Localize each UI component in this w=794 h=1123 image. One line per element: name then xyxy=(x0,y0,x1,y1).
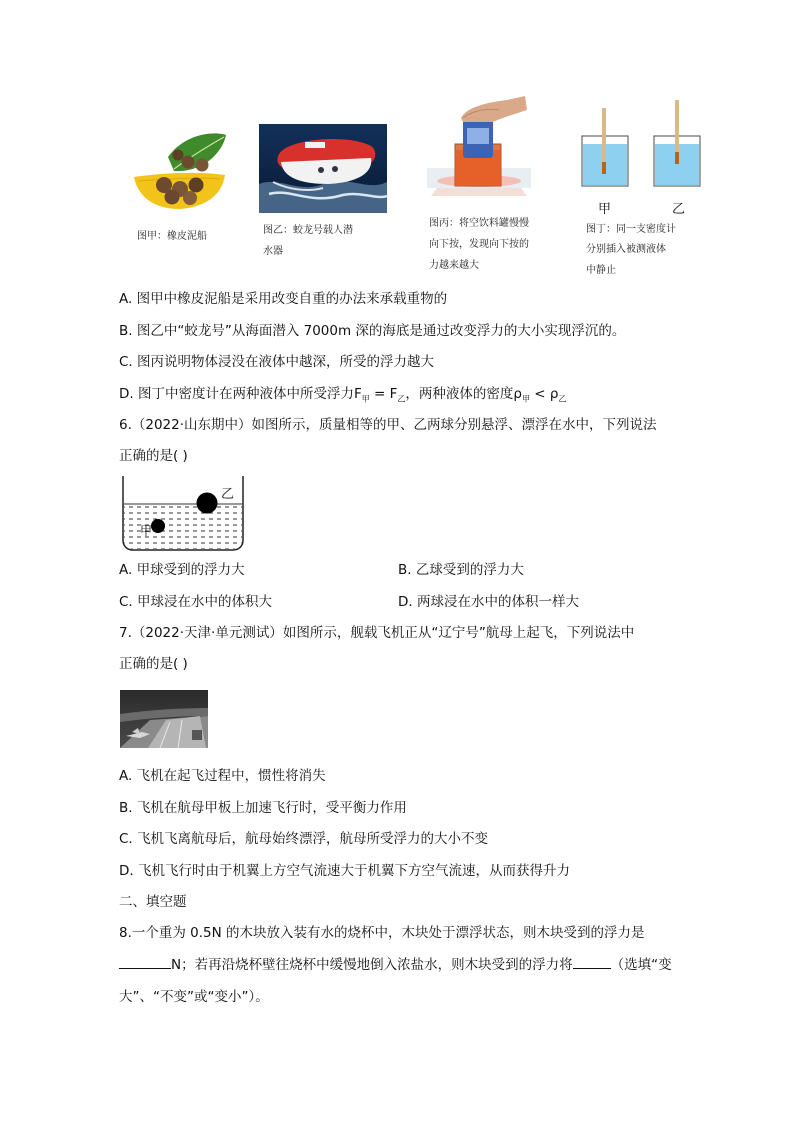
q6-stem-line2: 正确的是( ) xyxy=(119,448,188,464)
can-pressing-figure xyxy=(427,96,532,208)
beaker-label-yi: 乙 xyxy=(672,202,686,217)
q6-option-a: A. 甲球受到的浮力大 xyxy=(119,562,245,578)
q7-option-b: B. 飞机在航母甲板上加速飞行时，受平衡力作用 xyxy=(119,800,407,816)
q5-option-d-sub-1: 甲 xyxy=(361,394,370,404)
q7-option-a: A. 飞机在起飞过程中，惯性将消失 xyxy=(119,768,326,784)
q5-option-a: A. 图甲中橡皮泥船是采用改变自重的办法来承载重物的 xyxy=(119,291,448,307)
q6-option-d: D. 两球浸在水中的体积一样大 xyxy=(398,594,579,610)
q5-option-d-sub-4: 乙 xyxy=(558,394,567,404)
rubber-clay-boat-figure xyxy=(130,125,230,215)
figure-bing-caption-line2: 向下按，发现向下按的 xyxy=(429,239,529,250)
section-fill-in-title: 二、填空题 xyxy=(119,894,187,910)
hydrometer-beakers-figure xyxy=(578,96,702,190)
q6-stem-line1: 6.（2022·山东期中）如图所示，质量相等的甲、乙两球分别悬浮、漂浮在水中，下列说法 xyxy=(119,417,657,433)
q5-option-d xyxy=(119,385,566,409)
q8-line3: 大”、“不变”或“变小”）。 xyxy=(119,989,269,1005)
q5-option-d-text-2: = F xyxy=(369,386,398,402)
figure-yi-caption-line1: 图乙：蛟龙号载人潜 xyxy=(263,225,353,236)
jiaolong-submersible-figure xyxy=(259,124,387,213)
q8-line2-text-a: N；若再沿烧杯壁往烧杯中缓慢地倒入浓盐水，则木块受到的浮力将 xyxy=(171,957,573,973)
figure-bing-caption-line3: 力越来越大 xyxy=(429,260,479,271)
beaker-label-jia: 甲 xyxy=(598,202,612,217)
ball-label-jia: 甲 xyxy=(140,524,153,538)
q5-option-d-text-4: < ρ xyxy=(530,386,559,402)
ball-label-yi: 乙 xyxy=(221,487,235,502)
figure-yi-caption-line2: 水器 xyxy=(263,246,283,257)
q5-option-b: B. 图乙中“蛟龙号”从海面潜入 7000m 深的海底是通过改变浮力的大小实现浮沉的。 xyxy=(119,323,626,339)
figure-ding-caption-line2: 分别插入被测液体 xyxy=(586,244,666,255)
q5-option-d-text-1: D. 图丁中密度计在两种液体中所受浮力F xyxy=(119,386,362,402)
q5-option-d-text-3: ，两种液体的密度ρ xyxy=(405,386,522,402)
q7-option-d: D. 飞机飞行时由于机翼上方空气流速大于机翼下方空气流速，从而获得升力 xyxy=(119,863,570,879)
q5-option-d-sub-2: 乙 xyxy=(397,394,406,404)
figure-ding-caption-line1: 图丁：同一支密度计 xyxy=(586,224,676,235)
q8-line2-text-b: （选填“变 xyxy=(610,957,672,973)
carrier-takeoff-figure xyxy=(120,690,208,748)
q5-option-c: C. 图丙说明物体浸没在液体中越深，所受的浮力越大 xyxy=(119,354,435,370)
figure-ding-caption-line3: 中静止 xyxy=(586,265,616,276)
figure-jia-caption: 图甲：橡皮泥船 xyxy=(137,231,207,242)
q5-option-d-sub-3: 甲 xyxy=(522,394,530,404)
q8-line2 xyxy=(119,956,672,974)
q8-line1: 8.一个重为 0.5N 的木块放入装有水的烧杯中，木块处于漂浮状态，则木块受到的浮力是 xyxy=(119,925,645,941)
q8-blank-2[interactable] xyxy=(573,968,611,969)
q7-stem-line2: 正确的是( ) xyxy=(119,656,188,672)
q6-option-b: B. 乙球受到的浮力大 xyxy=(398,562,524,578)
q7-stem-line1: 7.（2022·天津·单元测试）如图所示，舰载飞机正从“辽宁号”航母上起飞，下列说法中 xyxy=(119,625,635,641)
q8-blank-1[interactable] xyxy=(119,968,171,969)
figure-bing-caption-line1: 图丙：将空饮料罐慢慢 xyxy=(429,218,529,229)
q6-option-c: C. 甲球浸在水中的体积大 xyxy=(119,594,273,610)
q7-option-c: C. 飞机飞离航母后，航母始终漂浮，航母所受浮力的大小不变 xyxy=(119,831,489,847)
